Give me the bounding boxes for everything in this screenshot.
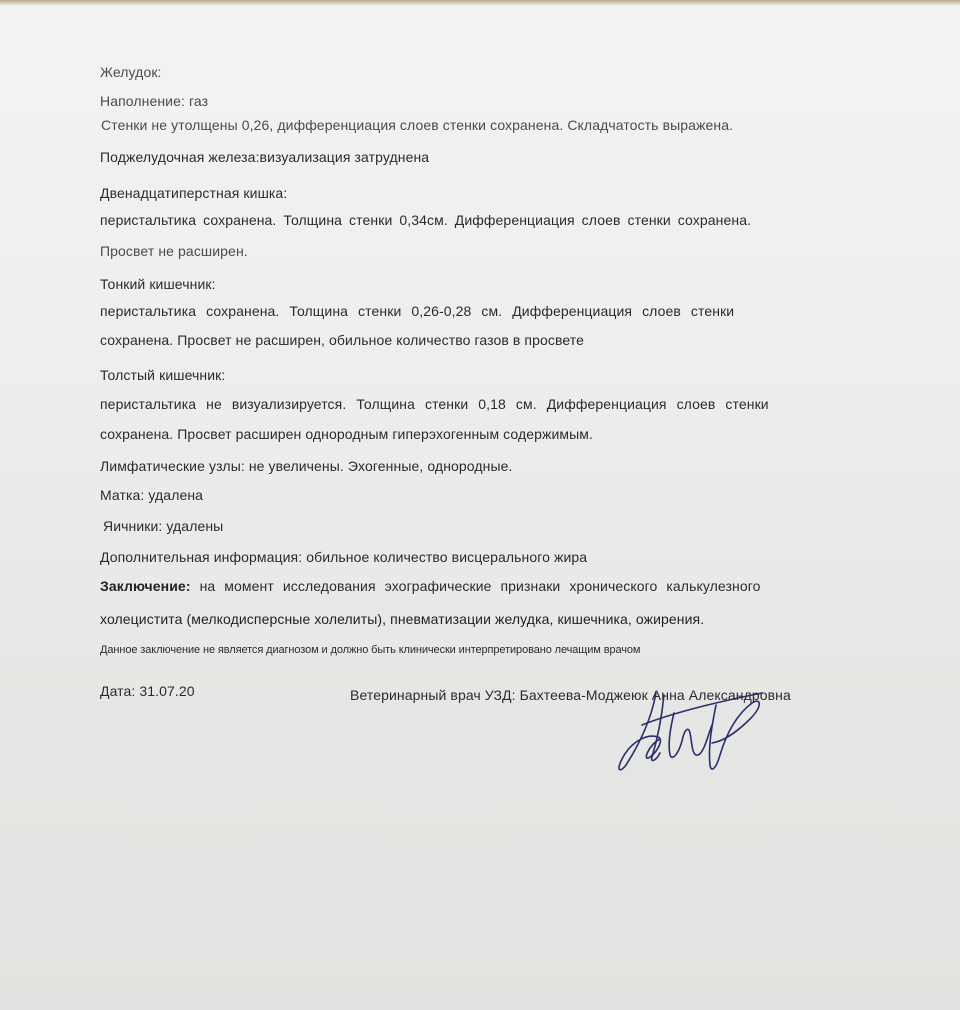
report-date: Дата: 31.07.20 <box>100 683 195 699</box>
duodenum-line-1: перистальтика сохранена. Толщина стенки 0,34см. Дифференциация слоев стенки сохранена. <box>100 212 752 228</box>
doctor-name: Ветеринарный врач УЗД: Бахтеева-Моджеюк Анна Александровна <box>350 687 791 703</box>
conclusion-label: Заключение: <box>100 578 191 594</box>
duodenum-heading: Двенадцатиперстная кишка: <box>100 185 288 201</box>
stomach-filling: Наполнение: газ <box>100 93 209 109</box>
large-intestine-heading: Толстый кишечник: <box>100 367 226 383</box>
additional-info-label: Дополнительная информация: <box>100 549 303 565</box>
additional-info <box>100 547 587 567</box>
stomach-walls: Стенки не утолщены 0,26, дифференциация слоев стенки сохранена. Складчатость выражена. <box>101 117 734 133</box>
handwritten-signature-icon <box>612 685 772 780</box>
top-edge-shadow <box>0 0 960 6</box>
small-intestine-heading: Тонкий кишечник: <box>100 276 216 292</box>
ovaries-text: Яичники: удалены <box>103 518 224 534</box>
additional-info-value: обильное количество висцерального жира <box>306 549 588 565</box>
large-intestine-line-2: сохранена. Просвет расширен однородным гиперэхогенным содержимым. <box>100 426 594 442</box>
conclusion-line-1 <box>100 576 761 596</box>
pancreas-text: Поджелудочная железа:визуализация затруднена <box>100 149 430 165</box>
disclaimer: Данное заключение не является диагнозом и должно быть клинически интерпретировано лечащим врачом <box>100 644 641 656</box>
small-intestine-line-1: перистальтика сохранена. Толщина стенки 0,26-0,28 см. Дифференциация слоев стенки <box>100 303 735 319</box>
conclusion-line-2: холецистита (мелкодисперсные холелиты), пневматизации желудка, кишечника, ожирения. <box>100 611 705 627</box>
conclusion-text-1: на момент исследования эхографические признаки хронического калькулезного <box>199 578 761 594</box>
duodenum-line-2: Просвет не расширен. <box>100 243 248 259</box>
lymph-nodes-text: Лимфатические узлы: не увеличены. Эхогенные, однородные. <box>100 458 513 474</box>
stomach-heading: Желудок: <box>100 64 162 80</box>
large-intestine-line-1: перистальтика не визуализируется. Толщина стенки 0,18 см. Дифференциация слоев стенки <box>100 396 769 412</box>
uterus-text: Матка: удалена <box>100 487 204 503</box>
small-intestine-line-2: сохранена. Просвет не расширен, обильное количество газов в просвете <box>100 332 585 348</box>
